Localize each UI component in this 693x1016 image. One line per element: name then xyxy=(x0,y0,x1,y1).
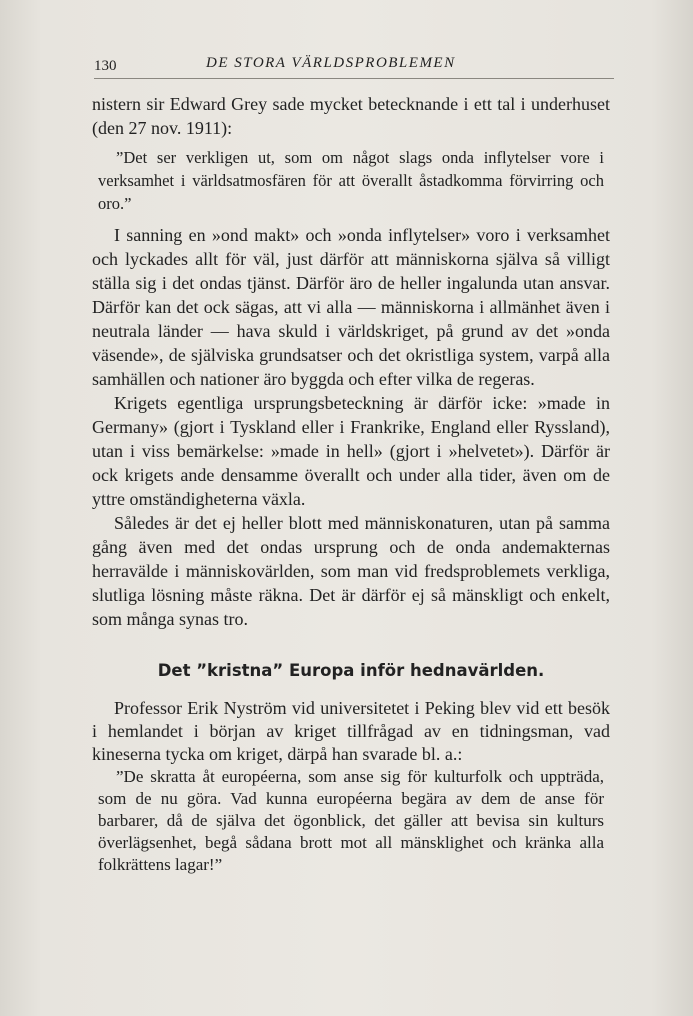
quote-grey: ”Det ser verkligen ut, som om något slags onda inflytelser vore i verksamhet i världsatmosfären för att överallt åstadkomma förvirring och oro.” xyxy=(98,148,604,213)
quote-block xyxy=(92,146,610,215)
paragraph-nystrom: Professor Erik Nyström vid universitetet i Peking blev vid ett besök i hemlandet i början av kriget tillfrågad av en tidningsman, vad kineserna tycka om kriget, därpå han svarade bl. a.: xyxy=(92,698,610,764)
page-header xyxy=(94,54,614,79)
running-head: DE STORA VÄRLDSPROBLEMEN xyxy=(206,55,456,71)
section-heading: Det ”kristna” Europa inför hednavärlden. xyxy=(157,661,545,680)
body-text xyxy=(92,92,610,876)
paragraph-continuation: nistern sir Edward Grey sade mycket betecknande i ett tal i underhuset (den 27 nov. 1911): xyxy=(92,94,610,138)
paragraph-ond-makt: I sanning en »ond makt» och »onda inflytelser» voro i verksamhet och lyckades allt för väl, just därför att människorna själva så villigt ställa sig i det ondas tjänst. Därför äro de heller ingalunda utan ansvar. Därför kan det ock sägas, att vi alla — människorna i allmänhet även i neutrala länder — hava skuld i världskriget, på grund av det »onda väsende», de själviska grundsatser och det okristliga system, varpå alla samhällen och nationer äro byggda och efter vilka de regeras. xyxy=(92,225,610,389)
section-body xyxy=(92,697,610,876)
quote-nystrom: ”De skratta åt européerna, som anse sig för kulturfolk och uppträda, som de nu göra. Vad kunna européerna begära av dem de anse för barbarer, då de själva det ögonblick, det gäller att bevisa sin kulturs överlägsenhet, begå sådana brott mot all mänsklighet och kränka alla folkrättens lagar!” xyxy=(98,767,604,874)
paragraph-manniskonatur: Således är det ej heller blott med människonaturen, utan på samma gång även med det ondas ursprung och de onda andemakternas herravälde i människovärlden, som man vid fredsproblemets verkliga, slutliga lösning måste räkna. Det är därför ej så mänskligt och enkelt, som många synas tro. xyxy=(92,513,610,629)
paragraph-ursprung: Krigets egentliga ursprungsbeteckning är därför icke: »made in Germany» (gjort i Tyskland eller i Frankrike, England eller Ryssland), utan i viss bemärkelse: »made in hell» (gjort i »helvetet»). Därför är ock krigets ande densamme överallt och under alla tider, även om de yttre omständigheterna växla. xyxy=(92,393,610,509)
page-number: 130 xyxy=(94,58,117,74)
